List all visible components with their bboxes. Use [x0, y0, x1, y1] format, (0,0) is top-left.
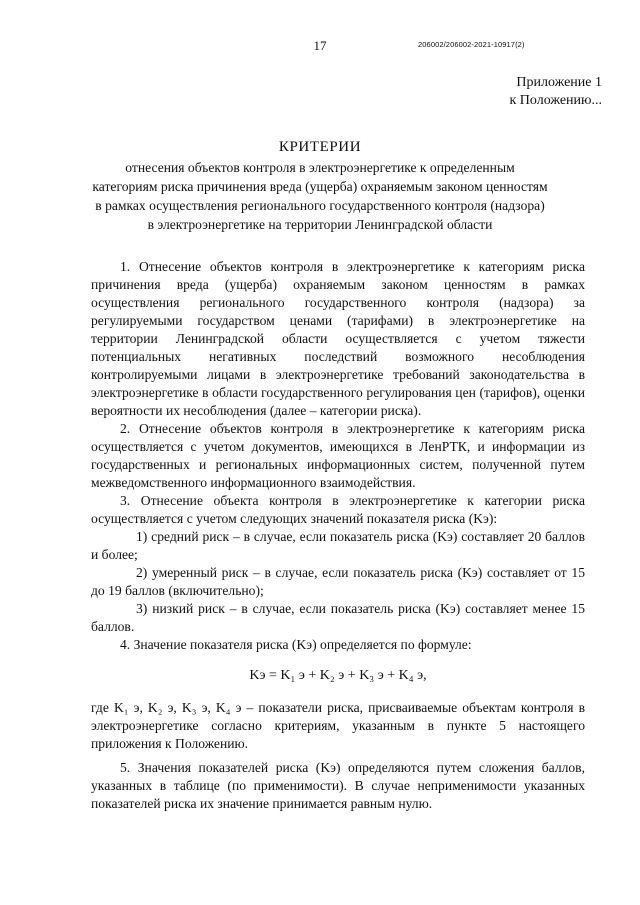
document-title: КРИТЕРИИ	[278, 139, 362, 155]
appendix-line-1: Приложение 1	[516, 75, 602, 90]
page-number: 17	[313, 38, 327, 53]
document-subtitle: отнесения объектов контроля в электроэнергетике к определенным категориям риска причинения вреда (ущерба) охраняемым законом ценностям в рамках осуществления регионального государственного контроля (надзора) в электроэнергетике на территории Ленинградской области	[92, 160, 548, 232]
paragraph-3-item-1: 1) средний риск – в случае, если показатель риска (Kэ) составляет 20 баллов и более;	[91, 529, 585, 562]
document-number: 206002/206002-2021-10917(2)	[418, 40, 525, 49]
appendix-reference	[402, 74, 602, 110]
paragraph-4: 4. Значение показателя риска (Kэ) определяется по формуле:	[120, 637, 472, 652]
paragraph-5: 5. Значения показателей риска (Kэ) определяются путем сложения баллов, указанных в таблице (по применимости). В случае неприменимости указанных показателей риска их значение принимается равным нулю.	[91, 760, 585, 811]
paragraph-3: 3. Отнесение объекта контроля в электроэнергетике к категории риска осуществляется с учетом следующих значений показателя риска (Kэ):	[91, 493, 585, 526]
paragraph-2: 2. Отнесение объектов контроля в электроэнергетике к категориям риска осуществляется с учетом документов, имеющихся в ЛенРТК, и информации из государственных и региональных информационных систем, полученной путем межведомственного информационного взаимодействия.	[91, 421, 585, 490]
document-body	[91, 258, 585, 813]
appendix-line-2: к Положению...	[509, 93, 602, 108]
paragraph-3-item-2: 2) умеренный риск – в случае, если показатель риска (Kэ) составляет от 15 до 19 баллов (включительно);	[91, 565, 585, 598]
paragraph-3-item-3: 3) низкий риск – в случае, если показатель риска (Kэ) составляет менее 15 баллов.	[91, 601, 585, 634]
risk-formula: Kэ = K₁ э + K₂ э + K₃ э + K₄ э,	[249, 668, 427, 683]
paragraph-1: 1. Отнесение объектов контроля в электроэнергетике к категориям риска причинения вреда (ущерба) охраняемым законом ценностям в рамках осуществления регионального государственного контроля (надзора) за регулируемыми государством ценами (тарифами) в электроэнергетике на территории Ленинградской области осуществляется с учетом тяжести потенциальных негативных последствий возможного несоблюдения контролируемыми лицами в электроэнергетике требований законодательства в электроэнергетике в области государственного регулирования цен (тарифов), оценки вероятности их несоблюдения (далее – категории риска).	[91, 259, 585, 418]
paragraph-4-definitions: где K₁ э, K₂ э, K₃ э, K₄ э – показатели риска, присваиваемые объектам контроля в электроэнергетике согласно критериям, указанным в пункте 5 настоящего приложения к Положению.	[91, 700, 585, 751]
